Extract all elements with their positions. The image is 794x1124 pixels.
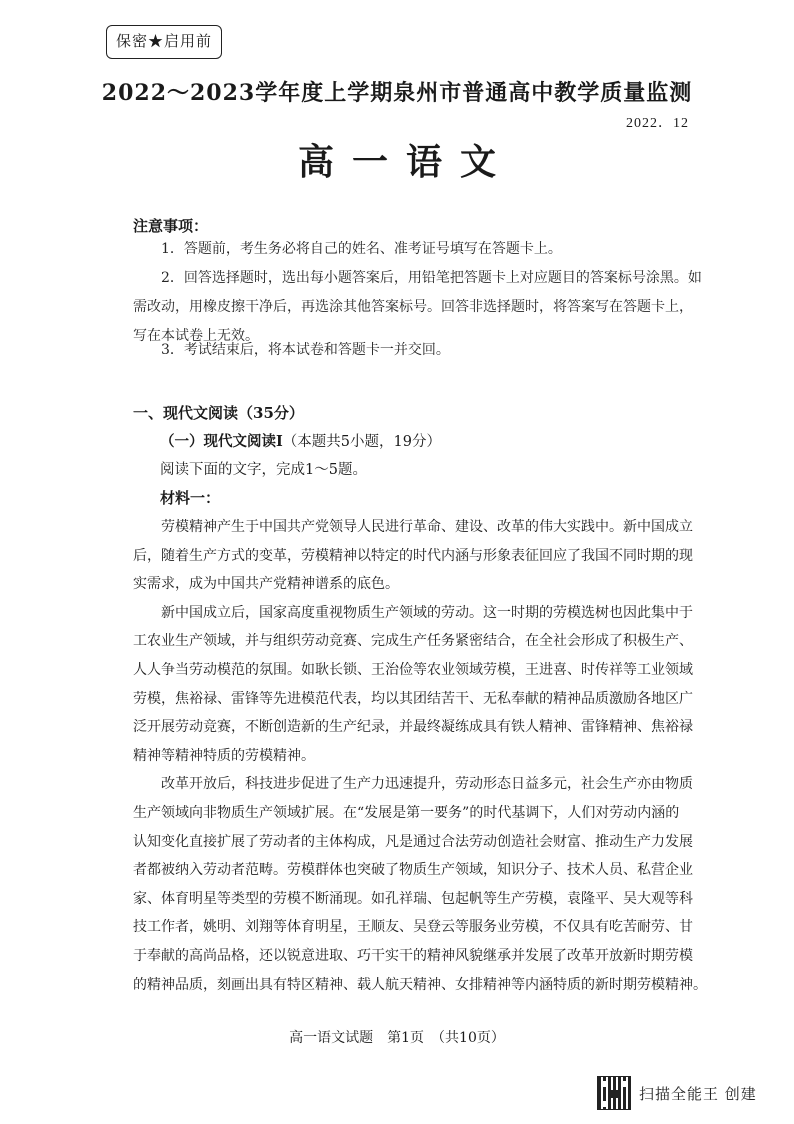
exam-date: 2022．12: [626, 116, 689, 131]
subject-title: 高一语文: [297, 141, 514, 183]
passage-line: 改革开放后，科技进步促进了生产力迅速提升，劳动形态日益多元，社会生产亦由物质: [161, 776, 693, 793]
paragraph: [133, 599, 693, 771]
confidential-stamp: 保密★启用前: [106, 25, 222, 59]
subsection-detail: （本题共5小题，19分）: [282, 434, 441, 450]
reading-instruction: 阅读下面的文字，完成1～5题。: [160, 462, 367, 478]
scanner-label: 扫描全能王 创建: [639, 1084, 757, 1103]
passage-line: 劳模精神产生于中国共产党领导人民进行革命、建设、改革的伟大实践中。新中国成立: [161, 519, 693, 535]
passage-line: 工农业生产领域，并与组织劳动竞赛、完成生产任务紧密结合，在全社会形成了积极生产、: [133, 633, 693, 650]
exam-title: 2022～2023学年度上学期泉州市普通高中教学质量监测: [101, 80, 693, 106]
note-item: [133, 336, 693, 365]
passage-line: 的精神品质，刻画出具有特区精神、载人航天精神、女排精神等内涵特质的新时期劳模精神。: [133, 976, 707, 993]
passage-line: 后，随着生产方式的变革，劳模精神以特定的时代内涵与形象表征回应了我国不同时期的现: [133, 547, 693, 564]
passage-line: 者都被纳入劳动者范畴。劳模群体也突破了物质生产领域，知识分子、技术人员、私营企业: [133, 862, 693, 879]
note-line: 写在本试卷上无效。: [133, 328, 259, 344]
passage: [133, 513, 707, 999]
subsection-name: （一）现代文阅读Ⅰ: [160, 433, 283, 450]
passage-line: 人人争当劳动模范的氛围。如耿长锁、王治俭等农业领域劳模，王进喜、时传祥等工业领域: [133, 661, 693, 678]
passage-line: 实需求，成为中国共产党精神谱系的底色。: [133, 576, 399, 593]
passage-line: 精神等精神特质的劳模精神。: [133, 747, 315, 764]
passage-line: 生产领域向非物质生产领域扩展。在“发展是第一要务”的时代基调下，人们对劳动内涵的: [133, 804, 680, 821]
note-line: 2．回答选择题时，选出每小题答案后，用铅笔把答题卡上对应题目的答案标号涂黑。如: [161, 270, 702, 286]
notes-heading: 注意事项：: [133, 217, 209, 235]
passage-line: 认知变化直接扩展了劳动者的主体构成，凡是通过合法劳动创造社会财富、推动生产力发展: [133, 833, 693, 850]
passage-line: 技工作者，姚明、刘翔等体育明星，王顺友、吴登云等服务业劳模，不仅具有吃苦耐劳、甘: [133, 919, 693, 936]
note-line: 1．答题前，考生务必将自己的姓名、准考证号填写在答题卡上。: [161, 241, 562, 257]
paragraph: [133, 770, 707, 999]
passage-line: 劳模，焦裕禄、雷锋等先进模范代表，均以其团结苦干、无私奉献的精神品质激励各地区广: [133, 690, 693, 707]
note-line: 需改动，用橡皮擦干净后，再选涂其他答案标号。回答非选择题时，将答案写在答题卡上，: [133, 299, 693, 315]
note-item: [133, 235, 693, 264]
passage-line: 于奉献的高尚品格，还以锐意进取、巧干实干的精神风貌继承并发展了改革开放新时期劳模: [133, 947, 693, 964]
note-line: 3．考试结束后，将本试卷和答题卡一并交回。: [161, 342, 450, 358]
passage-line: 泛开展劳动竞赛，不断创造新的生产纪录，并最终凝练成具有铁人精神、雷锋精神、焦裕禄: [133, 719, 693, 736]
qr-code-icon: [597, 1076, 631, 1110]
scanner-watermark: [597, 1076, 757, 1110]
section-title: 一、现代文阅读（35分）: [133, 404, 304, 422]
paragraph: [133, 513, 693, 599]
passage-line: 家、体育明星等类型的劳模不断涌现。如孔祥瑞、包起帆等生产劳模，袁隆平、吴大观等科: [133, 890, 693, 907]
passage-line: 新中国成立后，国家高度重视物质生产领域的劳动。这一时期的劳模选树也因此集中于: [161, 604, 693, 621]
material-label: 材料一：: [160, 489, 221, 507]
subsection-title: [160, 430, 441, 451]
page-footer: 高一语文试题 第1页 （共10页）: [289, 1030, 505, 1046]
